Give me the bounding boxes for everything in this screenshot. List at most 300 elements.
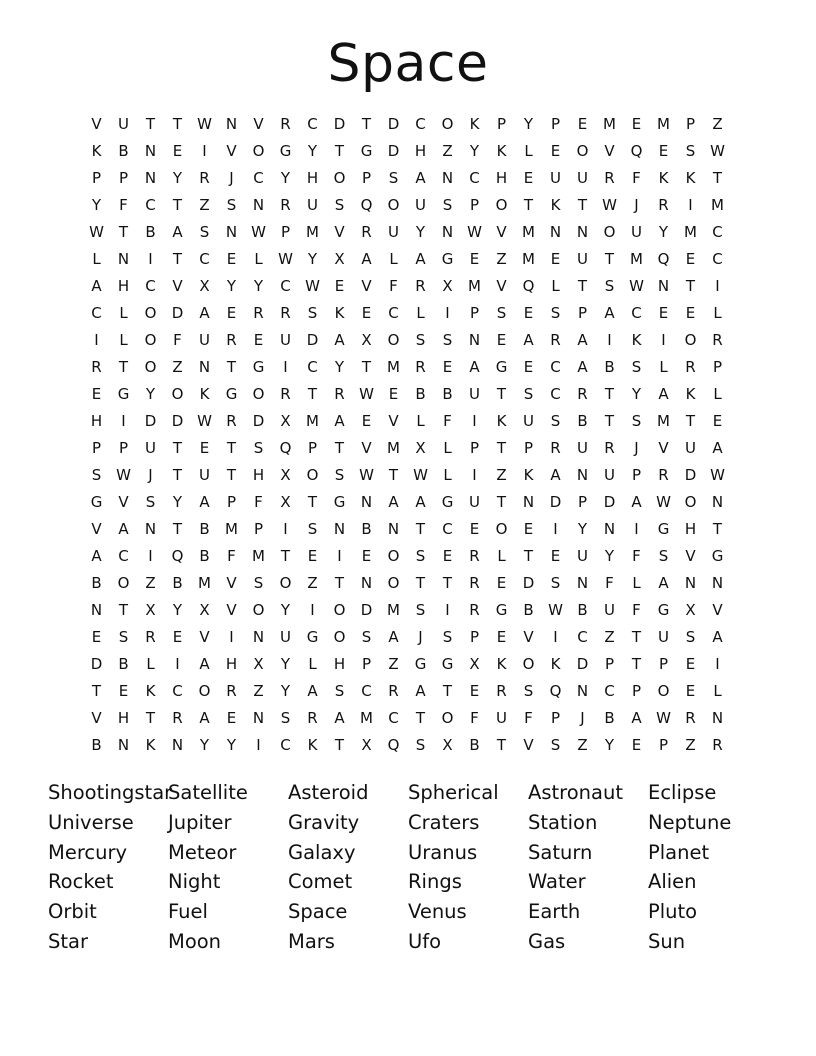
grid-letter: P bbox=[118, 169, 129, 187]
grid-letter: L bbox=[416, 412, 425, 430]
grid-letter: Y bbox=[226, 277, 237, 295]
grid-letter: A bbox=[631, 709, 642, 727]
grid-letter: N bbox=[225, 115, 238, 133]
word-bank-item: Station bbox=[528, 810, 598, 834]
grid-letter: C bbox=[550, 358, 561, 376]
grid-letter: K bbox=[523, 466, 534, 484]
grid-letter: W bbox=[656, 709, 671, 727]
grid-letter: U bbox=[577, 547, 588, 565]
grid-letter: S bbox=[415, 547, 426, 565]
grid-letter: S bbox=[442, 331, 453, 349]
grid-letter: T bbox=[496, 439, 507, 457]
grid-letter: Z bbox=[442, 142, 453, 160]
grid-row bbox=[83, 273, 731, 300]
grid-letter: L bbox=[443, 466, 452, 484]
grid-letter: Q bbox=[360, 196, 373, 214]
grid-letter: T bbox=[442, 682, 453, 700]
grid-letter: Z bbox=[307, 574, 318, 592]
grid-letter: E bbox=[361, 304, 372, 322]
grid-letter: X bbox=[442, 277, 453, 295]
grid-letter: U bbox=[469, 385, 480, 403]
grid-letter: M bbox=[198, 574, 211, 592]
grid-letter: E bbox=[712, 412, 723, 430]
grid-letter: P bbox=[361, 169, 372, 187]
grid-letter: X bbox=[361, 736, 372, 754]
grid-letter: C bbox=[550, 385, 561, 403]
grid-letter: U bbox=[658, 628, 669, 646]
grid-letter: I bbox=[283, 520, 288, 538]
grid-letter: S bbox=[334, 196, 345, 214]
grid-letter: I bbox=[715, 655, 720, 673]
grid-letter: J bbox=[148, 466, 153, 484]
grid-row bbox=[83, 516, 731, 543]
grid-letter: A bbox=[469, 358, 480, 376]
grid-letter: E bbox=[226, 250, 237, 268]
grid-letter: T bbox=[334, 439, 345, 457]
grid-letter: T bbox=[415, 520, 426, 538]
grid-letter: Y bbox=[469, 142, 480, 160]
grid-letter: E bbox=[685, 655, 696, 673]
grid-letter: N bbox=[711, 574, 724, 592]
grid-letter: Y bbox=[280, 169, 291, 187]
grid-letter: P bbox=[577, 304, 588, 322]
grid-letter: N bbox=[144, 169, 157, 187]
grid-letter: V bbox=[496, 223, 507, 241]
grid-letter: X bbox=[334, 250, 345, 268]
grid-letter: R bbox=[604, 169, 615, 187]
grid-letter: P bbox=[253, 520, 264, 538]
grid-letter: I bbox=[607, 331, 612, 349]
grid-letter: Q bbox=[549, 682, 562, 700]
grid-row bbox=[83, 597, 731, 624]
grid-letter: P bbox=[658, 655, 669, 673]
grid-letter: L bbox=[119, 304, 128, 322]
grid-row bbox=[83, 111, 731, 138]
grid-letter: A bbox=[604, 304, 615, 322]
grid-letter: M bbox=[603, 115, 616, 133]
grid-letter: C bbox=[469, 169, 480, 187]
grid-letter: M bbox=[306, 223, 319, 241]
grid-letter: K bbox=[145, 682, 156, 700]
grid-letter: O bbox=[657, 682, 670, 700]
grid-letter: A bbox=[523, 331, 534, 349]
word-bank-item: Moon bbox=[168, 929, 222, 953]
grid-letter: U bbox=[280, 628, 291, 646]
grid-row bbox=[83, 165, 731, 192]
grid-row bbox=[83, 219, 731, 246]
grid-letter: B bbox=[361, 520, 372, 538]
grid-letter: O bbox=[333, 601, 346, 619]
grid-letter: D bbox=[90, 655, 103, 673]
grid-letter: R bbox=[550, 331, 561, 349]
word-bank-item: Orbit bbox=[48, 900, 97, 924]
grid-letter: R bbox=[604, 439, 615, 457]
grid-letter: V bbox=[685, 547, 696, 565]
grid-letter: R bbox=[712, 736, 723, 754]
grid-letter: U bbox=[685, 439, 696, 457]
grid-letter: A bbox=[388, 628, 399, 646]
grid-letter: P bbox=[91, 439, 102, 457]
grid-letter: B bbox=[91, 574, 102, 592]
grid-letter: F bbox=[524, 709, 533, 727]
grid-letter: V bbox=[388, 412, 399, 430]
grid-letter: P bbox=[361, 655, 372, 673]
grid-letter: F bbox=[227, 547, 236, 565]
grid-letter: I bbox=[337, 547, 342, 565]
word-bank-item: Asteroid bbox=[288, 781, 369, 804]
grid-letter: N bbox=[576, 574, 589, 592]
grid-letter: W bbox=[89, 223, 104, 241]
grid-letter: A bbox=[388, 493, 399, 511]
grid-letter: T bbox=[604, 412, 615, 430]
grid-row bbox=[83, 732, 731, 759]
grid-letter: C bbox=[631, 304, 642, 322]
grid-letter: P bbox=[577, 493, 588, 511]
grid-letter: K bbox=[685, 169, 696, 187]
grid-letter: Y bbox=[604, 736, 615, 754]
grid-letter: M bbox=[387, 439, 400, 457]
grid-letter: Y bbox=[631, 385, 642, 403]
grid-letter: Y bbox=[415, 223, 426, 241]
grid-letter: T bbox=[118, 601, 129, 619]
grid-letter: E bbox=[685, 304, 696, 322]
grid-letter: N bbox=[333, 520, 346, 538]
grid-letter: Z bbox=[496, 466, 507, 484]
grid-letter: B bbox=[199, 520, 210, 538]
grid-letter: S bbox=[523, 385, 534, 403]
grid-letter: C bbox=[361, 682, 372, 700]
grid-letter: H bbox=[117, 709, 130, 727]
grid-letter: N bbox=[468, 331, 481, 349]
grid-letter: E bbox=[631, 736, 642, 754]
grid-letter: X bbox=[280, 466, 291, 484]
grid-letter: R bbox=[469, 601, 480, 619]
grid-letter: A bbox=[334, 412, 345, 430]
grid-letter: T bbox=[496, 385, 507, 403]
grid-letter: P bbox=[631, 682, 642, 700]
word-bank-item: Saturn bbox=[528, 840, 593, 864]
grid-letter: Y bbox=[172, 493, 183, 511]
grid-letter: V bbox=[118, 493, 129, 511]
word-bank-row bbox=[48, 897, 788, 927]
grid-letter: S bbox=[334, 466, 345, 484]
grid-letter: T bbox=[172, 250, 183, 268]
grid-letter: E bbox=[523, 520, 534, 538]
grid-letter: K bbox=[91, 142, 102, 160]
grid-row bbox=[83, 705, 731, 732]
grid-letter: E bbox=[523, 304, 534, 322]
grid-letter: T bbox=[685, 277, 696, 295]
grid-letter: T bbox=[523, 196, 534, 214]
grid-letter: Q bbox=[657, 250, 670, 268]
grid-letter: E bbox=[496, 628, 507, 646]
word-bank-item: Planet bbox=[648, 840, 710, 864]
grid-letter: N bbox=[549, 223, 562, 241]
grid-letter: M bbox=[657, 412, 670, 430]
grid-letter: R bbox=[172, 709, 183, 727]
grid-letter: E bbox=[361, 547, 372, 565]
grid-letter: V bbox=[172, 277, 183, 295]
grid-letter: M bbox=[252, 547, 265, 565]
grid-letter: E bbox=[334, 277, 345, 295]
grid-letter: P bbox=[91, 169, 102, 187]
grid-letter: E bbox=[469, 250, 480, 268]
grid-letter: A bbox=[712, 628, 723, 646]
grid-letter: C bbox=[577, 628, 588, 646]
grid-letter: D bbox=[387, 115, 400, 133]
word-bank-item: Venus bbox=[408, 900, 467, 924]
grid-letter: R bbox=[307, 709, 318, 727]
grid-letter: W bbox=[710, 466, 725, 484]
grid-letter: E bbox=[523, 358, 534, 376]
word-bank-item: Star bbox=[48, 929, 88, 953]
grid-letter: N bbox=[711, 493, 724, 511]
grid-letter: W bbox=[467, 223, 482, 241]
grid-letter: A bbox=[199, 493, 210, 511]
grid-letter: G bbox=[657, 520, 670, 538]
grid-letter: D bbox=[576, 655, 589, 673]
grid-letter: G bbox=[711, 547, 724, 565]
grid-letter: I bbox=[283, 358, 288, 376]
grid-letter: R bbox=[550, 439, 561, 457]
grid-letter: N bbox=[171, 736, 184, 754]
grid-letter: S bbox=[550, 736, 561, 754]
grid-letter: X bbox=[253, 655, 264, 673]
grid-letter: A bbox=[361, 250, 372, 268]
page-title: Space bbox=[327, 34, 489, 94]
grid-letter: E bbox=[496, 331, 507, 349]
grid-letter: I bbox=[661, 331, 666, 349]
grid-letter: H bbox=[117, 277, 130, 295]
grid-letter: S bbox=[361, 628, 372, 646]
grid-row bbox=[83, 543, 731, 570]
grid-letter: D bbox=[333, 115, 346, 133]
grid-letter: H bbox=[495, 169, 508, 187]
grid-letter: E bbox=[226, 304, 237, 322]
grid-letter: W bbox=[359, 466, 374, 484]
grid-letter: E bbox=[253, 331, 264, 349]
word-bank-item: Neptune bbox=[648, 810, 732, 834]
grid-letter: T bbox=[388, 466, 399, 484]
grid-letter: I bbox=[715, 277, 720, 295]
grid-letter: G bbox=[414, 655, 427, 673]
grid-letter: L bbox=[443, 439, 452, 457]
grid-letter: G bbox=[441, 655, 454, 673]
word-bank-row bbox=[48, 778, 788, 808]
grid-letter: U bbox=[118, 115, 129, 133]
grid-letter: V bbox=[523, 736, 534, 754]
grid-letter: S bbox=[199, 223, 210, 241]
grid-letter: Y bbox=[307, 142, 318, 160]
grid-letter: O bbox=[252, 385, 265, 403]
grid-letter: O bbox=[252, 601, 265, 619]
grid-letter: L bbox=[92, 250, 101, 268]
grid-letter: O bbox=[522, 655, 535, 673]
grid-letter: W bbox=[413, 466, 428, 484]
grid-letter: H bbox=[306, 169, 319, 187]
grid-letter: A bbox=[550, 466, 561, 484]
grid-letter: S bbox=[658, 547, 669, 565]
grid-letter: P bbox=[550, 709, 561, 727]
grid-letter: X bbox=[415, 439, 426, 457]
grid-letter: C bbox=[145, 277, 156, 295]
grid-letter: S bbox=[685, 628, 696, 646]
grid-letter: V bbox=[604, 142, 615, 160]
grid-letter: R bbox=[577, 385, 588, 403]
grid-letter: O bbox=[333, 169, 346, 187]
grid-letter: R bbox=[388, 682, 399, 700]
grid-letter: D bbox=[306, 331, 319, 349]
grid-letter: V bbox=[523, 628, 534, 646]
grid-letter: R bbox=[226, 682, 237, 700]
grid-row bbox=[83, 354, 731, 381]
grid-letter: T bbox=[415, 709, 426, 727]
grid-letter: M bbox=[306, 412, 319, 430]
grid-letter: R bbox=[361, 223, 372, 241]
grid-letter: T bbox=[523, 547, 534, 565]
grid-letter: N bbox=[711, 709, 724, 727]
word-bank-row bbox=[48, 867, 788, 897]
grid-letter: D bbox=[603, 493, 616, 511]
grid-letter: Z bbox=[496, 250, 507, 268]
grid-letter: I bbox=[256, 736, 261, 754]
grid-letter: M bbox=[657, 115, 670, 133]
grid-letter: D bbox=[171, 412, 184, 430]
grid-letter: N bbox=[90, 601, 103, 619]
grid-letter: C bbox=[307, 115, 318, 133]
grid-letter: V bbox=[361, 277, 372, 295]
grid-letter: T bbox=[334, 142, 345, 160]
grid-letter: C bbox=[199, 250, 210, 268]
grid-letter: S bbox=[415, 331, 426, 349]
grid-letter: S bbox=[523, 682, 534, 700]
grid-letter: T bbox=[415, 574, 426, 592]
grid-letter: D bbox=[144, 412, 157, 430]
grid-letter: B bbox=[145, 223, 156, 241]
grid-letter: I bbox=[175, 655, 180, 673]
grid-letter: P bbox=[631, 466, 642, 484]
grid-letter: E bbox=[172, 628, 183, 646]
grid-letter: G bbox=[279, 142, 292, 160]
grid-letter: M bbox=[522, 250, 535, 268]
grid-letter: V bbox=[334, 223, 345, 241]
grid-letter: W bbox=[251, 223, 266, 241]
grid-letter: C bbox=[388, 304, 399, 322]
grid-letter: H bbox=[252, 466, 265, 484]
grid-letter: N bbox=[576, 466, 589, 484]
grid-letter: W bbox=[359, 385, 374, 403]
grid-letter: P bbox=[685, 115, 696, 133]
grid-letter: B bbox=[172, 574, 183, 592]
grid-letter: O bbox=[171, 385, 184, 403]
grid-row bbox=[83, 570, 731, 597]
word-bank-item: Sun bbox=[648, 929, 686, 953]
grid-letter: U bbox=[307, 196, 318, 214]
grid-letter: D bbox=[171, 304, 184, 322]
word-bank-row bbox=[48, 808, 788, 838]
grid-letter: C bbox=[253, 169, 264, 187]
grid-letter: P bbox=[307, 439, 318, 457]
grid-letter: T bbox=[685, 412, 696, 430]
grid-letter: F bbox=[605, 574, 614, 592]
grid-letter: A bbox=[415, 682, 426, 700]
grid-letter: R bbox=[145, 628, 156, 646]
grid-letter: T bbox=[145, 709, 156, 727]
grid-letter: R bbox=[226, 331, 237, 349]
grid-letter: L bbox=[713, 385, 722, 403]
grid-letter: I bbox=[553, 628, 558, 646]
grid-letter: G bbox=[441, 493, 454, 511]
grid-letter: R bbox=[226, 412, 237, 430]
word-bank-item: Shootingstar bbox=[48, 781, 173, 804]
grid-letter: F bbox=[254, 493, 263, 511]
grid-letter: A bbox=[172, 223, 183, 241]
grid-row bbox=[83, 408, 731, 435]
word-bank-item: Gravity bbox=[288, 810, 360, 834]
grid-letter: O bbox=[252, 142, 265, 160]
grid-letter: T bbox=[712, 520, 723, 538]
grid-letter: S bbox=[631, 358, 642, 376]
word-bank-item: Galaxy bbox=[288, 840, 356, 864]
grid-letter: B bbox=[118, 655, 129, 673]
grid-letter: S bbox=[226, 196, 237, 214]
grid-letter: X bbox=[685, 601, 696, 619]
grid-letter: N bbox=[441, 223, 454, 241]
grid-letter: A bbox=[658, 574, 669, 592]
grid-letter: U bbox=[199, 331, 210, 349]
grid-letter: W bbox=[305, 277, 320, 295]
grid-letter: T bbox=[577, 277, 588, 295]
grid-letter: D bbox=[252, 412, 265, 430]
grid-letter: T bbox=[496, 493, 507, 511]
grid-letter: Y bbox=[334, 358, 345, 376]
word-bank-item: Pluto bbox=[648, 900, 698, 924]
grid-letter: H bbox=[684, 520, 697, 538]
grid-letter: C bbox=[91, 304, 102, 322]
grid-letter: U bbox=[577, 250, 588, 268]
grid-letter: E bbox=[442, 358, 453, 376]
grid-letter: X bbox=[145, 601, 156, 619]
grid-letter: D bbox=[549, 493, 562, 511]
grid-letter: R bbox=[415, 358, 426, 376]
grid-letter: O bbox=[441, 709, 454, 727]
grid-letter: E bbox=[226, 709, 237, 727]
grid-letter: Q bbox=[522, 277, 535, 295]
grid-letter: O bbox=[306, 466, 319, 484]
grid-letter: K bbox=[199, 385, 210, 403]
grid-letter: O bbox=[576, 142, 589, 160]
grid-letter: G bbox=[333, 493, 346, 511]
grid-letter: A bbox=[631, 493, 642, 511]
grid-letter: E bbox=[685, 250, 696, 268]
grid-letter: H bbox=[333, 655, 346, 673]
grid-letter: O bbox=[684, 493, 697, 511]
grid-letter: G bbox=[360, 142, 373, 160]
grid-letter: S bbox=[550, 304, 561, 322]
grid-letter: G bbox=[306, 628, 319, 646]
grid-letter: S bbox=[145, 493, 156, 511]
grid-letter: A bbox=[199, 304, 210, 322]
grid-letter: O bbox=[387, 547, 400, 565]
grid-row bbox=[83, 300, 731, 327]
grid-letter: Y bbox=[523, 115, 534, 133]
grid-letter: W bbox=[197, 412, 212, 430]
grid-letter: S bbox=[253, 439, 264, 457]
grid-letter: C bbox=[442, 520, 453, 538]
grid-letter: T bbox=[91, 682, 102, 700]
grid-letter: R bbox=[280, 115, 291, 133]
grid-letter: L bbox=[551, 277, 560, 295]
